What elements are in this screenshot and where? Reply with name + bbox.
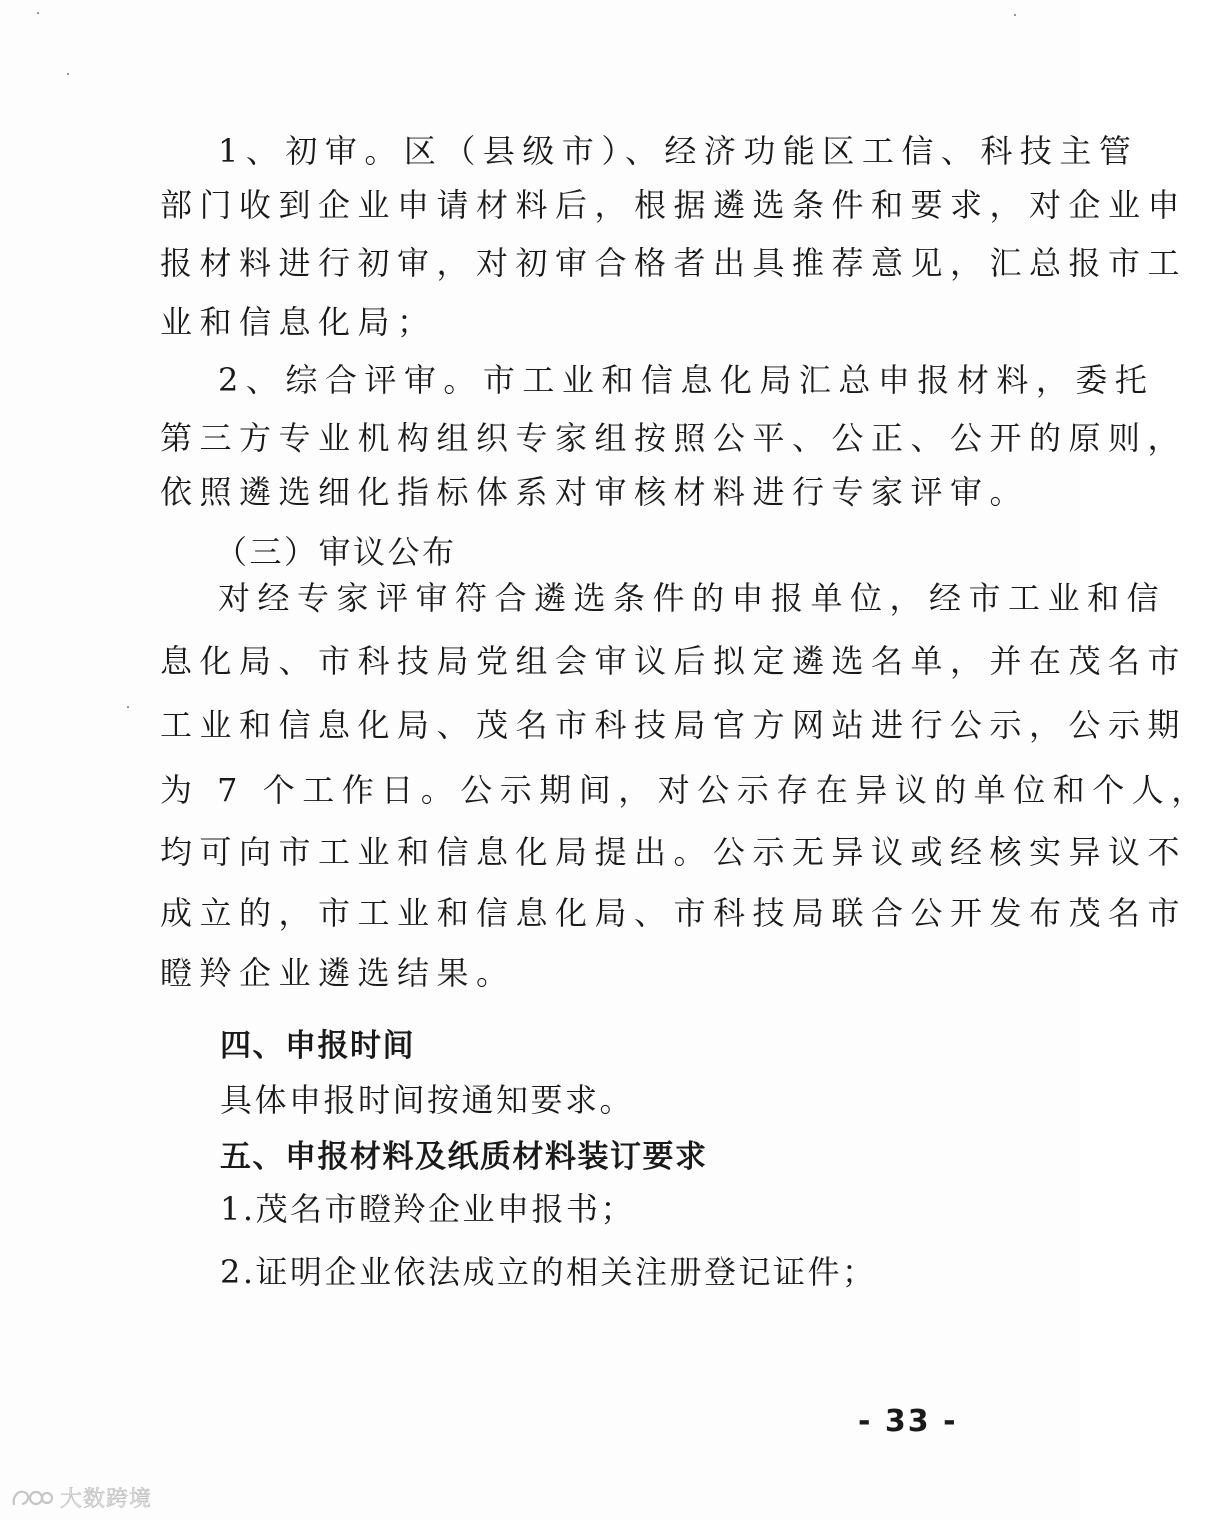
paragraph-3-line-3: 工业和信息化局、茂名市科技局官方网站进行公示，公示期 (160, 706, 1188, 744)
section-heading-review-publish: （三）审议公布 (215, 533, 457, 571)
section-heading-5: 五、申报材料及纸质材料装订要求 (220, 1139, 708, 1175)
paragraph-1-line-1: 1、初审。区（县级市）、经济功能区工信、科技主管 (218, 132, 1139, 170)
list-item-1: 1.茂名市瞪羚企业申报书； (220, 1190, 636, 1228)
page-number: - 33 - (858, 1404, 958, 1439)
section-4-text: 具体申报时间按通知要求。 (220, 1081, 635, 1119)
scan-speck (127, 706, 129, 708)
paragraph-3-line-6: 成立的，市工业和信息化局、市科技局联合公开发布茂名市 (160, 894, 1188, 932)
paragraph-1-line-3: 报材料进行初审，对初审合格者出具推荐意见，汇总报市工 (160, 244, 1188, 282)
section-heading-4: 四、申报时间 (220, 1028, 415, 1064)
paragraph-2-line-2: 第三方专业机构组织专家组按照公平、公正、公开的原则， (160, 419, 1188, 457)
paragraph-2-line-1: 2、综合评审。市工业和信息化局汇总申报材料，委托 (218, 361, 1155, 399)
paragraph-1-line-2: 部门收到企业申请材料后，根据遴选条件和要求，对企业申 (160, 186, 1188, 224)
scan-speck (67, 73, 69, 75)
paragraph-3-line-4: 为 7 个工作日。公示期间，对公示存在异议的单位和个人， (160, 771, 1211, 809)
watermark-logo-icon (10, 1485, 54, 1511)
paragraph-1-line-4: 业和信息化局； (160, 303, 437, 341)
watermark-text: 大数跨境 (60, 1487, 153, 1512)
paragraph-2-line-3: 依照遴选细化指标体系对审核材料进行专家评审。 (160, 473, 1030, 511)
watermark (10, 1482, 152, 1513)
paragraph-3-line-7: 瞪羚企业遴选结果。 (160, 954, 516, 992)
list-item-2: 2.证明企业依法成立的相关注册登记证件； (220, 1253, 877, 1291)
paragraph-3-line-5: 均可向市工业和信息化局提出。公示无异议或经核实异议不 (160, 833, 1188, 871)
scan-speck (1014, 14, 1016, 16)
paragraph-3-line-2: 息化局、市科技局党组会审议后拟定遴选名单，并在茂名市 (160, 642, 1188, 680)
scan-speck (37, 12, 39, 14)
paragraph-3-line-1: 对经专家评审符合遴选条件的申报单位，经市工业和信 (218, 579, 1167, 617)
